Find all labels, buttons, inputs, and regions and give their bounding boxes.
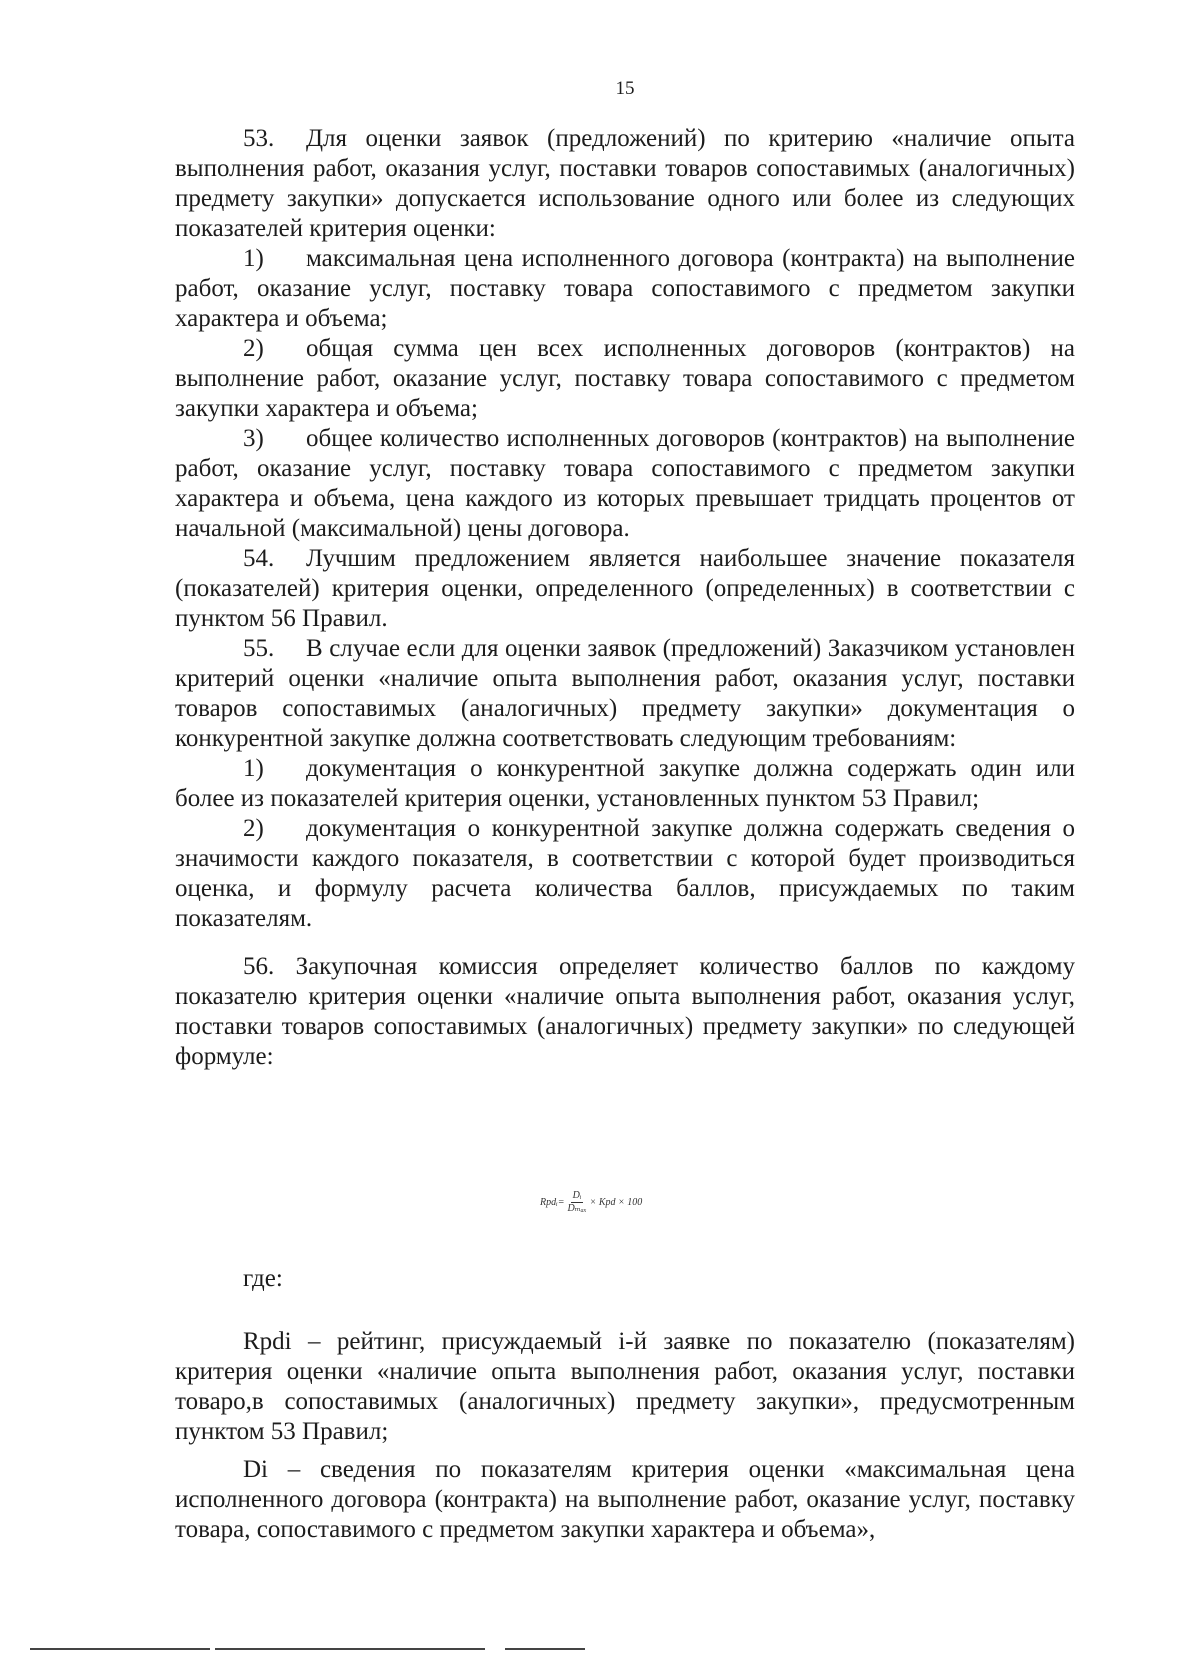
list-item-text: документация о конкурентной закупке должна содержать один или более из показателей критерия оценки, установленных пунктом 53 Правил; <box>175 755 1075 812</box>
paragraph-55 <box>175 634 1075 754</box>
scan-artifact-line <box>30 1648 210 1650</box>
paragraph-56: 56. Закупочная комиссия определяет количество баллов по каждому показателю критерия оценки «наличие опыта выполнения работ, оказания услуг, поставки товаров сопоставимых (аналогичных) предмету закупки» по следующей формуле: <box>175 953 1075 1070</box>
list-item <box>175 244 1075 334</box>
definition-block <box>175 1455 1075 1545</box>
page-number: 15 <box>615 78 635 99</box>
scan-artifact-line <box>215 1648 485 1650</box>
rating-formula <box>540 1190 642 1215</box>
scan-artifact-line <box>505 1648 585 1650</box>
paragraph-number: 53. <box>243 125 275 152</box>
definition-rpdi: Rpdi – рейтинг, присуждаемый i-й заявке по показателю (показателям) критерия оценки «наличие опыта выполнения работ, оказания услуг, поставки товаро,в сопоставимых (аналогичных) предмету закупки», предусмотренным пунктом 53 Правил; <box>175 1328 1075 1445</box>
formula-lhs: Rpdᵢ= <box>540 1197 565 1208</box>
list-item-number: 1) <box>243 245 264 272</box>
spacer <box>175 934 1075 952</box>
paragraph-text: В случае если для оценки заявок (предложений) Заказчиком установлен критерий оценки «наличие опыта выполнения работ, оказания услуг, поставки товаров сопоставимых (аналогичных) предмету закупки» документация о конкурентной закупке должна соответствовать следующим требованиям: <box>175 635 1075 752</box>
list-item-number: 1) <box>243 755 264 782</box>
list-item-text: максимальная цена исполненного договора (контракта) на выполнение работ, оказание услуг, поставку товара сопоставимого с предметом закупки характера и объема; <box>175 245 1075 332</box>
list-item-number: 2) <box>243 815 264 842</box>
where-label: где: <box>243 1265 283 1292</box>
formula-rhs: × Kpd × 100 <box>589 1197 643 1208</box>
formula-numerator: Dᵢ <box>572 1190 582 1201</box>
list-item-text: общее количество исполненных договоров (контрактов) на выполнение работ, оказание услуг, поставку товара сопоставимого с предметом закупки характера и объема, цена каждого из которых превышает тридцать процентов от начальной (максимальной) цены договора. <box>175 425 1075 542</box>
formula-denominator: Dₘₐₓ <box>567 1203 587 1214</box>
paragraph-text: Для оценки заявок (предложений) по критерию «наличие опыта выполнения работ, оказания услуг, поставки товаров сопоставимых (аналогичных) предмету закупки» допускается использование одного или более из следующих показателей критерия оценки: <box>175 125 1075 242</box>
list-item <box>175 754 1075 814</box>
list-item <box>175 424 1075 544</box>
list-item-number: 3) <box>243 425 264 452</box>
document-body <box>175 124 1075 1072</box>
paragraph-53 <box>175 124 1075 244</box>
paragraph-54 <box>175 544 1075 634</box>
list-item-text: документация о конкурентной закупке должна содержать сведения о значимости каждого показателя, в соответствии с которой будет производиться оценка, и формулу расчета количества баллов, присуждаемых по таким показателям. <box>175 815 1075 932</box>
list-item <box>175 814 1075 934</box>
paragraph-number: 54. <box>243 545 275 572</box>
definition-block <box>175 1327 1075 1447</box>
definition-di: Di – сведения по показателям критерия оценки «максимальная цена исполненного договора (контракта) на выполнение работ, оказание услуг, поставку товара, сопоставимого с предметом закупки характера и объема», <box>175 1456 1075 1543</box>
list-item-number: 2) <box>243 335 264 362</box>
paragraph-number: 55. <box>243 635 275 662</box>
list-item <box>175 334 1075 424</box>
list-item-text: общая сумма цен всех исполненных договоров (контрактов) на выполнение работ, оказание услуг, поставку товара сопоставимого с предметом закупки характера и объема; <box>175 335 1075 422</box>
paragraph-text: Лучшим предложением является наибольшее значение показателя (показателей) критерия оценки, определенного (определенных) в соответствии с пунктом 56 Правил. <box>175 545 1075 632</box>
formula-fraction <box>567 1190 586 1215</box>
